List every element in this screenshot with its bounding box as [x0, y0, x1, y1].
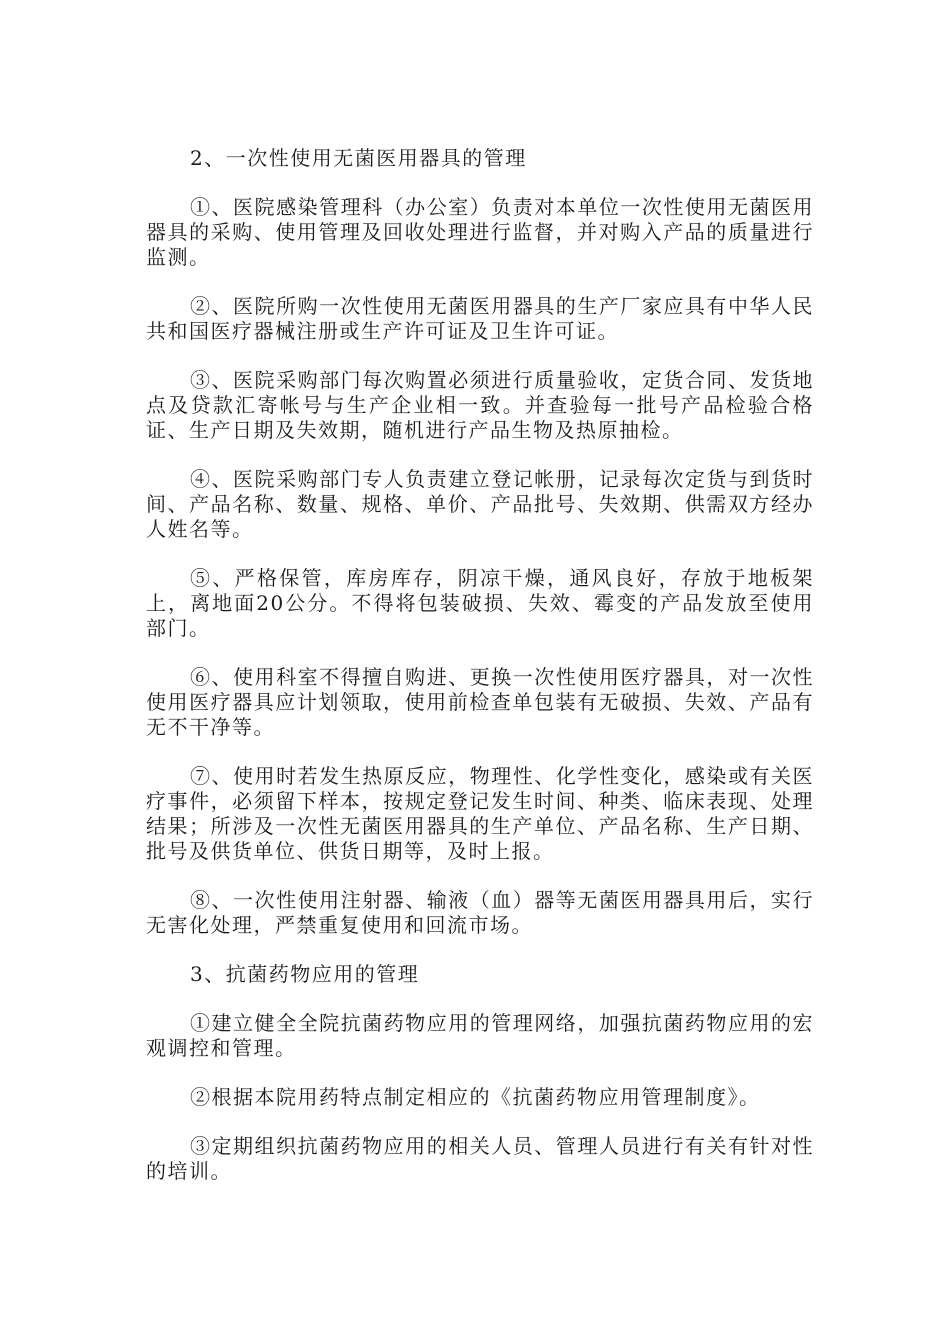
- paragraph-item-6: ⑥、使用科室不得擅自购进、更换一次性使用医疗器具，对一次性使用医疗器具应计划领取，使用前检查单包装有无破损、失效、产品有无不干净等。: [146, 665, 814, 739]
- paragraph-item-5: ⑤、严格保管，库房库存，阴凉干燥，通风良好，存放于地板架上，离地面20公分。不得将包装破损、失效、霉变的产品发放至使用部门。: [146, 566, 814, 640]
- section-heading-2: 2、一次性使用无菌医用器具的管理: [190, 146, 527, 170]
- paragraph-item-1: ①、医院感染管理科（办公室）负责对本单位一次性使用无菌医用器具的采购、使用管理及回收处理进行监督，并对购入产品的质量进行监测。: [146, 195, 814, 269]
- document-body: [146, 146, 814, 1208]
- paragraph-item-3: ③、医院采购部门每次购置必须进行质量验收，定货合同、发货地点及贷款汇寄帐号与生产企业相一致。并查验每一批号产品检验合格证、生产日期及失效期，随机进行产品生物及热原抽检。: [146, 368, 814, 442]
- paragraph-item-8: ⑧、一次性使用注射器、输液（血）器等无菌医用器具用后，实行无害化处理，严禁重复使用和回流市场。: [146, 888, 814, 937]
- paragraph-item-2: ②、医院所购一次性使用无菌医用器具的生产厂家应具有中华人民共和国医疗器械注册或生产许可证及卫生许可证。: [146, 294, 814, 343]
- paragraph-antibiotic-3: ③定期组织抗菌药物应用的相关人员、管理人员进行有关有针对性的培训。: [146, 1134, 814, 1183]
- paragraph-item-4: ④、医院采购部门专人负责建立登记帐册，记录每次定货与到货时间、产品名称、数量、规格、单价、产品批号、失效期、供需双方经办人姓名等。: [146, 467, 814, 541]
- paragraph-antibiotic-1: ①建立健全全院抗菌药物应用的管理网络，加强抗菌药物应用的宏观调控和管理。: [146, 1011, 814, 1060]
- section-heading-3: 3、抗菌药物应用的管理: [190, 962, 420, 986]
- paragraph-antibiotic-2: ②根据本院用药特点制定相应的《抗菌药物应用管理制度》。: [190, 1085, 761, 1109]
- paragraph-item-7: ⑦、使用时若发生热原反应，物理性、化学性变化，感染或有关医疗事件，必须留下样本，按规定登记发生时间、种类、临床表现、处理结果；所涉及一次性无菌医用器具的生产单位、产品名称、生产日期、批号及供货单位、供货日期等，及时上报。: [146, 764, 814, 863]
